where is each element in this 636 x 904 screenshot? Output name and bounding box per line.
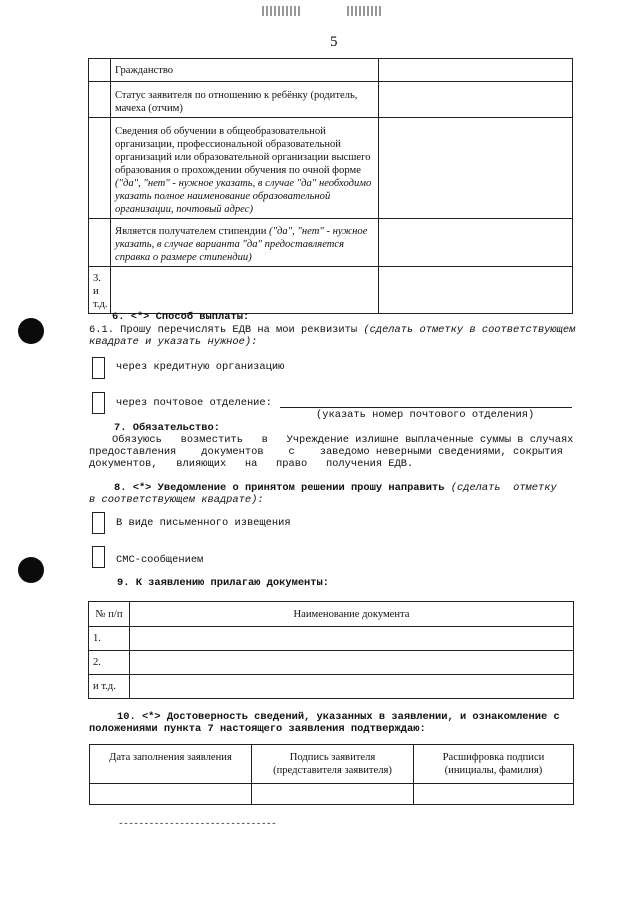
section7-line2: предоставления документов с заведомо неверными сведениями, сокрытия <box>89 446 563 458</box>
education-info-label <box>111 118 379 219</box>
signature-field[interactable] <box>252 784 414 805</box>
section8-hint: (сделать отметку <box>450 482 557 494</box>
section8-hint-cont: в соответствующем квадрате): <box>89 494 264 506</box>
empty-label-cell <box>111 267 379 314</box>
section7-heading: 7. Обязательство: <box>114 422 221 434</box>
payment-post-checkbox[interactable] <box>92 392 105 414</box>
page-number: 5 <box>330 34 338 50</box>
notify-letter-checkbox[interactable] <box>92 512 105 534</box>
table-row <box>89 627 574 651</box>
doc-row-num: 2. <box>89 651 130 675</box>
section6-item-61 <box>89 324 575 336</box>
doc-row-name[interactable] <box>130 627 574 651</box>
section10-line1: 10. <*> Достоверность сведений, указанных в заявлении, и ознакомление с <box>117 711 560 723</box>
section7-line1: Обязуюсь возместить в Учреждение излишне выплаченные суммы в случаях <box>112 434 574 446</box>
table-row <box>89 82 573 118</box>
table-row <box>89 118 573 219</box>
table-row <box>89 675 574 699</box>
education-info-text: Сведения об обучении в общеобразовательной организации, профессиональной образовательной организаций или образовательной организации высшего образования о прохождении обучения по очной форме <box>115 126 371 176</box>
section8-heading: 8. <*> Уведомление о принятом решении прошу направить <box>114 482 445 494</box>
applicant-status-value <box>379 82 573 118</box>
col-name-header: Наименование документа <box>130 602 574 627</box>
section10-line2: положениями пункта 7 настоящего заявления подтверждаю: <box>89 723 426 735</box>
applicant-status-label: Статус заявителя по отношению к ребёнку (родитель, мачеха (отчим) <box>111 82 379 118</box>
doc-row-num: и т.д. <box>89 675 130 699</box>
doc-row-name[interactable] <box>130 651 574 675</box>
col-sign-header: Подпись заявителя (представителя заявителя) <box>252 745 414 784</box>
payment-bank-label: через кредитную организацию <box>116 361 285 373</box>
punch-hole-top <box>18 318 44 344</box>
payment-post-label: через почтовое отделение: <box>116 397 272 409</box>
section6-item-61-text: 6.1. Прошу перечислять ЕДВ на мои реквизиты <box>89 324 364 336</box>
section6-item-61-hint-cont: квадрате и указать нужное): <box>89 336 258 348</box>
doc-row-name[interactable] <box>130 675 574 699</box>
scholarship-text: Является получателем стипендии <box>115 226 267 237</box>
section6-item-61-hint: (сделать отметку в соответствующем <box>363 324 576 336</box>
row-number-cell <box>89 219 111 267</box>
notify-letter-label: В виде письменного извещения <box>116 517 291 529</box>
education-info-hint: ("да", "нет" - нужное указать, в случае "да" необходимо указать полное наименование образовательной организации, почтовый адрес) <box>115 178 372 215</box>
row-number-cell <box>89 82 111 118</box>
table-row <box>90 784 574 805</box>
section9-heading: 9. К заявлению прилагаю документы: <box>117 577 330 589</box>
notify-sms-checkbox[interactable] <box>92 546 105 568</box>
doc-row-num: 1. <box>89 627 130 651</box>
payment-bank-checkbox[interactable] <box>92 357 105 379</box>
education-info-value <box>379 118 573 219</box>
row-number-cell <box>89 118 111 219</box>
signature-decode-field[interactable] <box>414 784 574 805</box>
post-office-hint: (указать номер почтового отделения) <box>316 409 535 421</box>
documents-table <box>88 601 574 699</box>
section7-line3: документов, влияющих на право получения ЕДВ. <box>89 458 414 470</box>
col-num-header: № п/п <box>89 602 130 627</box>
table-row <box>89 267 573 314</box>
table-row <box>89 59 573 82</box>
footnote-separator: ------------------------------- <box>118 818 277 829</box>
signature-table <box>89 744 574 805</box>
table-row <box>89 651 574 675</box>
scholarship-hint: ("да", "нет" - нужное указать, в случае варианта "да" предоставляется справка о размере стипендии) <box>115 226 368 263</box>
citizenship-label: Гражданство <box>111 59 379 82</box>
post-office-input-line[interactable] <box>280 407 572 408</box>
row-number-cell <box>89 59 111 82</box>
punch-hole-bottom <box>18 557 44 583</box>
scan-mark-right <box>347 6 383 16</box>
table-row <box>89 219 573 267</box>
empty-value-cell <box>379 267 573 314</box>
section6-heading: 6. <*> Способ выплаты: <box>112 311 250 323</box>
table-header-row <box>90 745 574 784</box>
date-field[interactable] <box>90 784 252 805</box>
row-number-cell: 3. и т.д. <box>89 267 111 314</box>
scholarship-label <box>111 219 379 267</box>
section8-heading-line <box>114 482 557 494</box>
col-date-header: Дата заполнения заявления <box>90 745 252 784</box>
col-decode-header: Расшифровка подписи (инициалы, фамилия) <box>414 745 574 784</box>
citizenship-value <box>379 59 573 82</box>
scholarship-value <box>379 219 573 267</box>
scan-mark-left <box>262 6 302 16</box>
notify-sms-label: СМС-сообщением <box>116 554 204 566</box>
applicant-info-table <box>88 58 573 314</box>
table-header-row <box>89 602 574 627</box>
